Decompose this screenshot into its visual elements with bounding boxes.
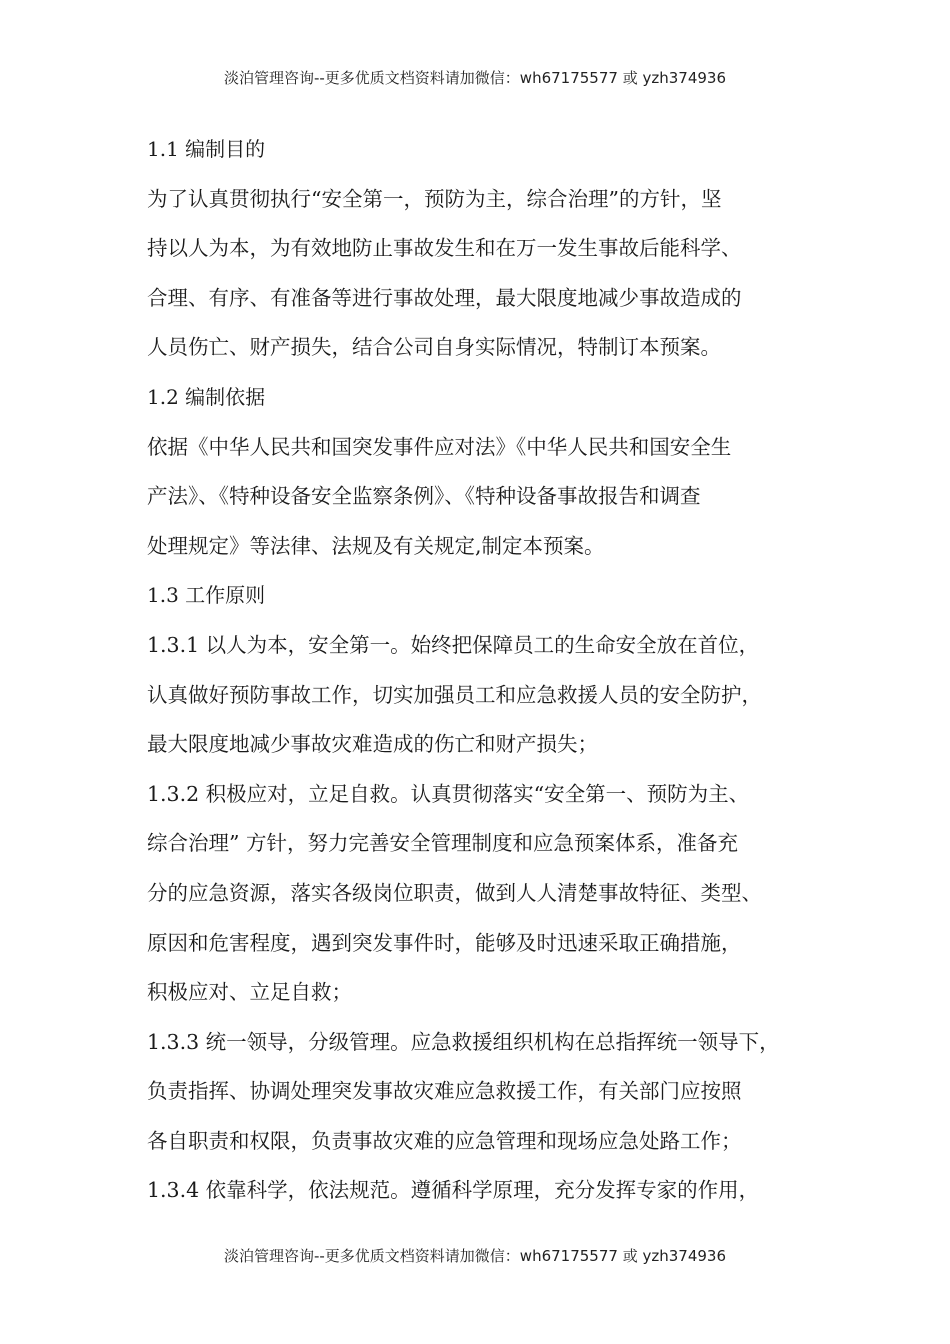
body-line: 产法》、《特种设备安全监察条例》、《特种设备事故报告和调查 [147,484,701,509]
body-line: 持以人为本，为有效地防止事故发生和在万一发生事故后能科学、 [147,236,742,261]
body-line: 1.3.1 以人为本，安全第一。始终把保障员工的生命安全放在首位， [147,632,760,657]
section-heading: 1.1 编制目的 [147,137,266,161]
body-line: 积极应对、立足自救； [147,980,352,1005]
body-line: 各自职责和权限，负责事故灾难的应急管理和现场应急处路工作； [147,1128,742,1153]
body-line: 1.3.2 积极应对，立足自救。认真贯彻落实“安全第一、预防为主、 [147,781,750,806]
body-line: 分的应急资源，落实各级岗位职责，做到人人清楚事故特征、类型、 [147,880,762,905]
section-heading: 1.3 工作原则 [147,583,266,608]
body-line: 负责指挥、协调处理突发事故灾难应急救援工作，有关部门应按照 [147,1079,742,1104]
body-line: 1.3.3 统一领导，分级管理。应急救援组织机构在总指挥统一领导下， [147,1029,780,1054]
document-body [147,132,827,1223]
page-header: 淡泊管理咨询--更多优质文档资料请加微信：wh67175577 或 yzh374936 [223,69,726,87]
body-line: 依据《中华人民共和国突发事件应对法》《中华人民共和国安全生 [147,434,732,459]
body-line: 1.3.4 依靠科学，依法规范。遵循科学原理，充分发挥专家的作用， [147,1178,760,1203]
section-heading: 1.2 编制依据 [147,384,266,409]
body-line: 原因和危害程度，遇到突发事件时，能够及时迅速采取正确措施， [147,930,742,955]
body-line: 综合治理” 方针，努力完善安全管理制度和应急预案体系，准备充 [147,831,738,856]
body-line: 为了认真贯彻执行“安全第一，预防为主，综合治理”的方针，坚 [147,186,722,211]
body-line: 最大限度地减少事故灾难造成的伤亡和财产损失； [147,732,598,757]
page-footer: 淡泊管理咨询--更多优质文档资料请加微信：wh67175577 或 yzh374936 [223,1247,726,1265]
body-line: 合理、有序、有准备等进行事故处理，最大限度地减少事故造成的 [147,285,742,310]
body-line: 人员伤亡、财产损失，结合公司自身实际情况，特制订本预案。 [147,335,721,360]
body-line: 处理规定》等法律、法规及有关规定,制定本预案。 [147,533,605,558]
body-line: 认真做好预防事故工作，切实加强员工和应急救援人员的安全防护， [147,682,762,707]
